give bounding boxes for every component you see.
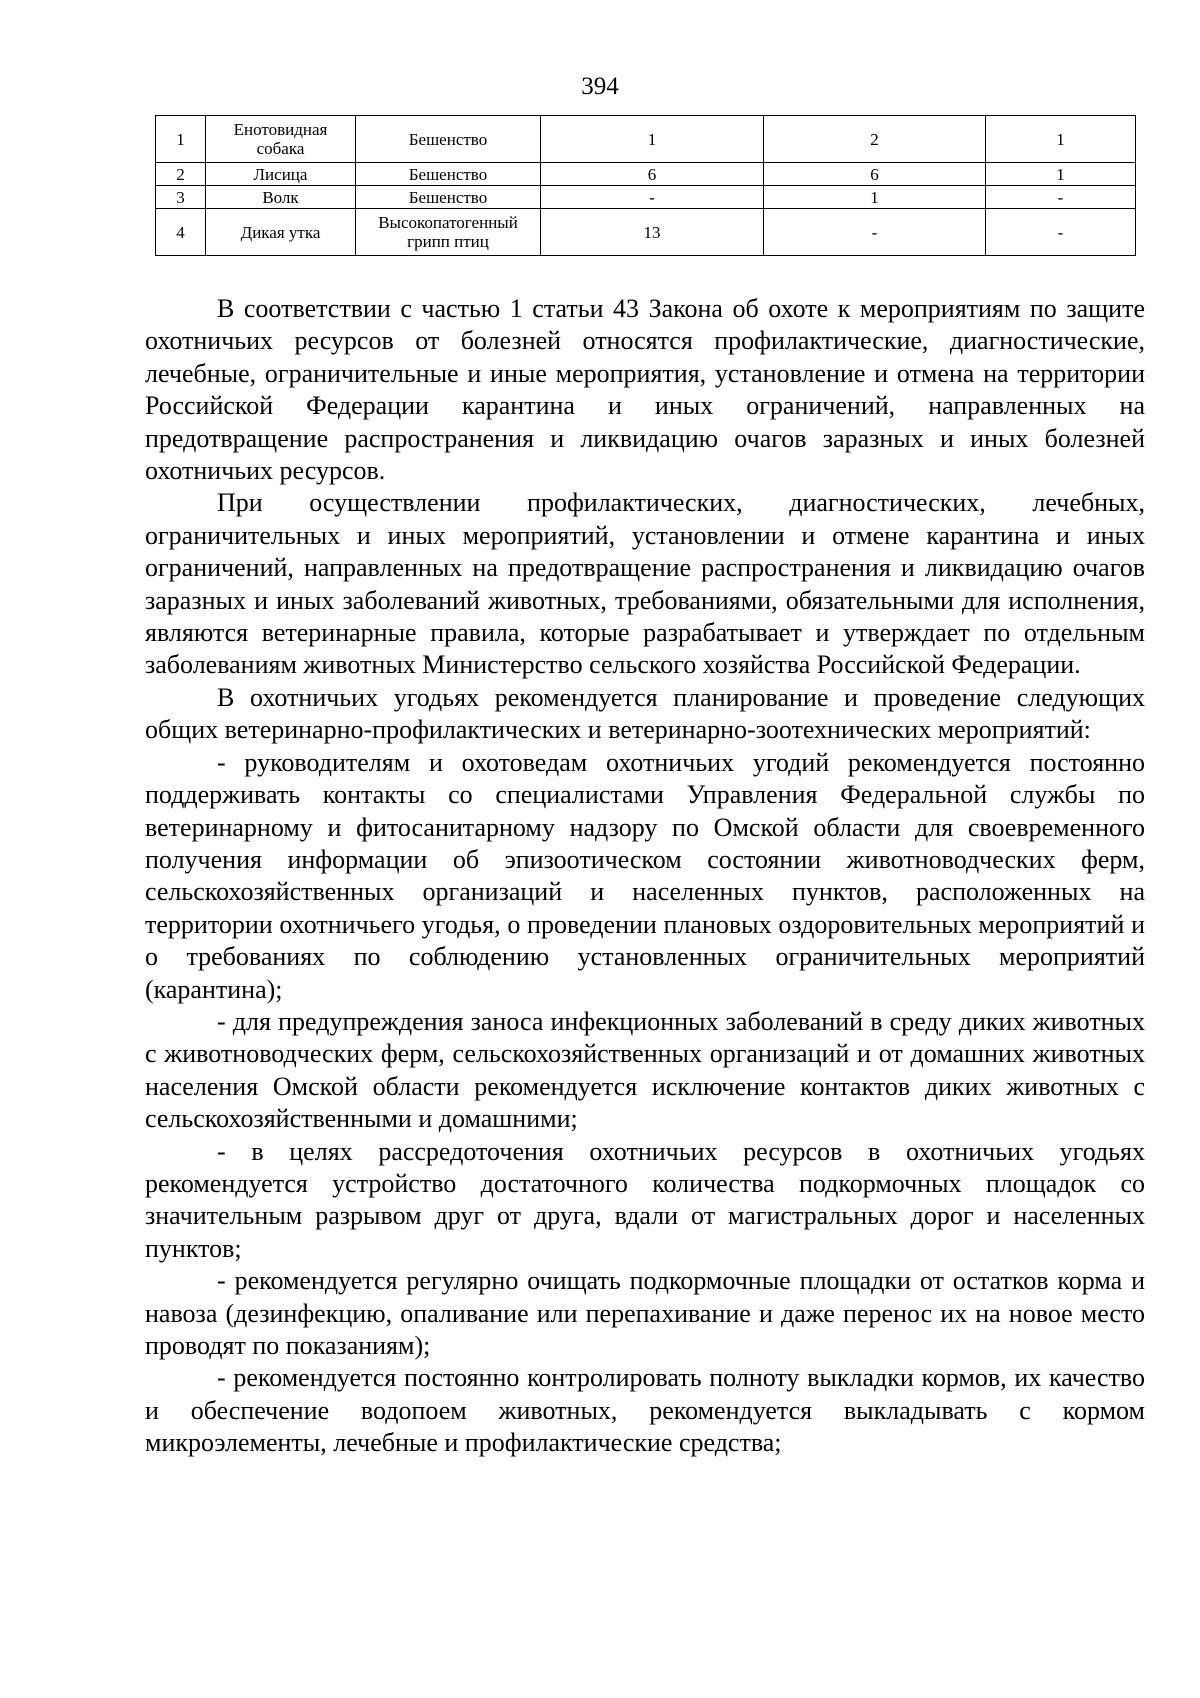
table-cell-species: Дикая утка: [206, 209, 356, 256]
table-cell-value: 1: [986, 163, 1136, 186]
paragraph: - в целях рассредоточения охотничьих ресурсов в охотничьих угодьях рекомендуется устройство достаточного количества подкормочных площадок со значительным разрывом друг от друга, вдали от магистральных дорог и населенных пунктов;: [145, 1136, 1145, 1263]
table-cell-value: 1: [764, 186, 986, 209]
table-cell-value: -: [541, 186, 764, 209]
disease-table: [155, 115, 1136, 256]
table-cell-species: Волк: [206, 186, 356, 209]
table-cell-species: Лисица: [206, 163, 356, 186]
table-cell-value: 6: [541, 163, 764, 186]
table-cell-disease: Бешенство: [356, 163, 541, 186]
table-cell-value: 13: [541, 209, 764, 256]
paragraph: В соответствии с частью 1 статьи 43 Закона об охоте к мероприятиям по защите охотничьих ресурсов от болезней относятся профилактические, диагностические, лечебные, ограничительные и иные мероприятия, установление и отмена на территории Российской Федерации карантина и иных ограничений, направленных на предотвращение распространения и ликвидацию очагов заразных и иных болезней охотничьих ресурсов.: [145, 294, 1145, 486]
paragraph: - рекомендуется регулярно очищать подкормочные площадки от остатков корма и навоза (дезинфекцию, опаливание или перепахивание и даже перенос их на новое место проводят по показаниям);: [145, 1266, 1145, 1360]
table-row: [156, 163, 1136, 186]
paragraph: - рекомендуется постоянно контролировать полноту выкладки кормов, их качество и обеспечение водопоем животных, рекомендуется выкладывать с кормом микроэлементы, лечебные и профилактические средства;: [145, 1363, 1145, 1458]
table-row: [156, 116, 1136, 163]
paragraph: В охотничьих угодьях рекомендуется планирование и проведение следующих общих ветеринарно-профилактических и ветеринарно-зоотехнических мероприятий:: [145, 682, 1145, 745]
table-row: [156, 186, 1136, 209]
paragraph: При осуществлении профилактических, диагностических, лечебных, ограничительных и иных мероприятий, установлении и отмене карантина и иных ограничений, направленных на предотвращение распространения и ликвидацию очагов заразных и иных заболеваний животных, требованиями, обязательными для исполнения, являются ветеринарные правила, которые разрабатывает и утверждает по отдельным заболеваниям животных Министерство сельского хозяйства Российской Федерации.: [145, 488, 1145, 680]
table-cell-value: -: [986, 186, 1136, 209]
table-cell-disease: Бешенство: [356, 186, 541, 209]
table-cell-value: -: [986, 209, 1136, 256]
paragraph: - для предупреждения заноса инфекционных заболеваний в среду диких животных с животноводческих ферм, сельскохозяйственных организаций и от домашних животных населения Омской области рекомендуется исключение контактов диких животных с сельскохозяйственными и домашними;: [145, 1006, 1145, 1134]
table-cell-number: 3: [156, 186, 206, 209]
document-body: [145, 293, 1145, 1460]
table-cell-number: 4: [156, 209, 206, 256]
table-cell-species: Енотовидная собака: [206, 116, 356, 163]
table-row: [156, 209, 1136, 256]
table-cell-disease: Высокопатогенный грипп птиц: [356, 209, 541, 256]
paragraph: - руководителям и охотоведам охотничьих угодий рекомендуется постоянно поддерживать контакты со специалистами Управления Федеральной службы по ветеринарному и фитосанитарному надзору по Омской области для своевременного получения информации об эпизоотическом состоянии животноводческих ферм, сельскохозяйственных организаций и населенных пунктов, расположенных на территории охотничьего угодья, о проведении плановых оздоровительных мероприятий и о требованиях по соблюдению установленных ограничительных мероприятий (карантина);: [145, 747, 1145, 1004]
table-cell-value: 2: [764, 116, 986, 163]
table-cell-value: -: [764, 209, 986, 256]
table-cell-number: 2: [156, 163, 206, 186]
table-cell-value: 6: [764, 163, 986, 186]
page-number: 394: [581, 73, 619, 100]
table-cell-number: 1: [156, 116, 206, 163]
table-cell-value: 1: [986, 116, 1136, 163]
table-cell-disease: Бешенство: [356, 116, 541, 163]
table-cell-value: 1: [541, 116, 764, 163]
